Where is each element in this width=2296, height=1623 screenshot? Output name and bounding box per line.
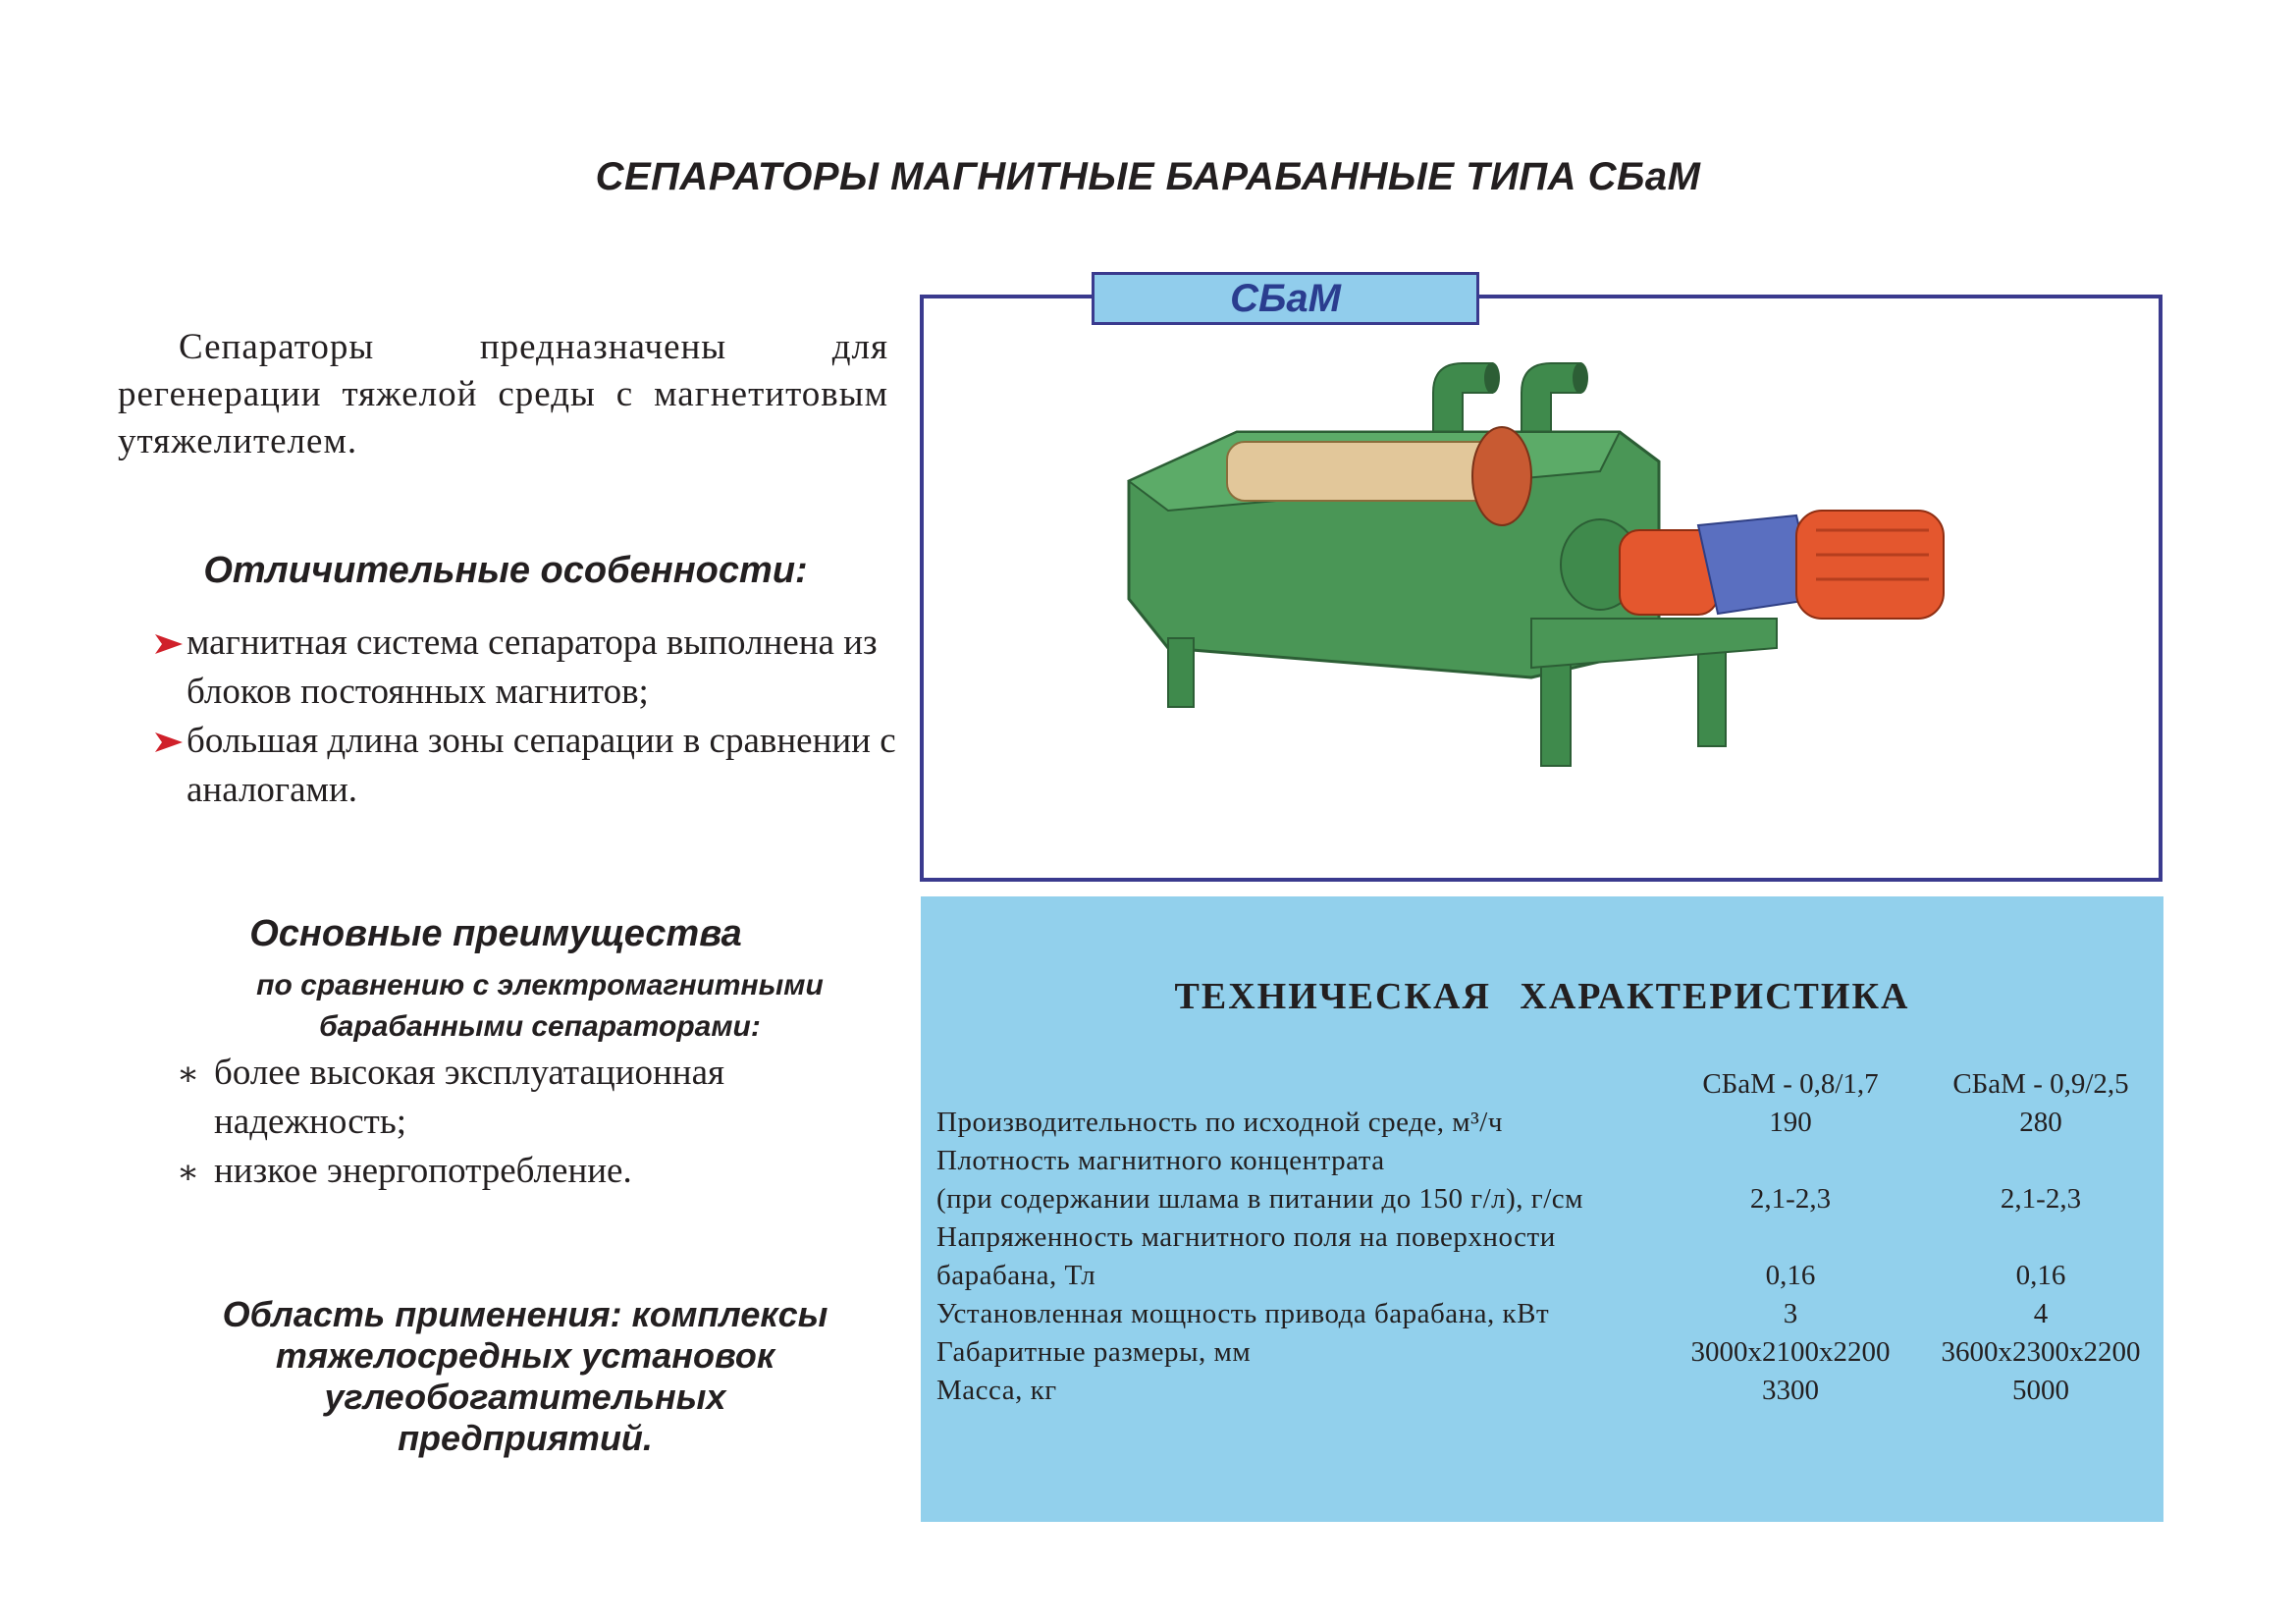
advantages-heading: Основные преимущества [249, 913, 742, 954]
advantage-text: низкое энергопотребление. [214, 1151, 632, 1191]
spec-table [936, 1065, 2163, 1410]
red-arrow-bullet-icon [155, 730, 183, 754]
table-row [936, 1257, 2163, 1295]
value-cell [1663, 1218, 1918, 1257]
value-cell [1663, 1142, 1918, 1180]
features-list [187, 619, 913, 815]
value-cell: 3600x2300x2200 [1941, 1336, 2141, 1368]
param-cell: Производительность по исходной среде, м³/ч [936, 1107, 1503, 1138]
value-cell: 4 [2033, 1298, 2049, 1329]
table-row [936, 1333, 2163, 1372]
spec-title: ТЕХНИЧЕСКАЯ ХАРАКТЕРИСТИКА [1174, 976, 1910, 1017]
table-row [936, 1104, 2163, 1142]
value-cell: 2,1-2,3 [2000, 1183, 2082, 1215]
asterisk-bullet-icon: ∗ [177, 1056, 200, 1093]
param-cell: Установленная мощность привода барабана, кВт [936, 1298, 1550, 1329]
value-cell: 5000 [2012, 1375, 2069, 1406]
list-item [187, 717, 913, 815]
table-row [936, 1295, 2163, 1333]
feature-text: магнитная система сепаратора выполнена из блоков постоянных магнитов; [187, 622, 878, 712]
intro-paragraph: Сепараторы предназначены для регенерации тяжелой среды с магнетитовым утяжелителем. [118, 327, 888, 461]
advantages-subheading: по сравнению с электромагнитными барабанными сепараторами: [256, 969, 824, 1043]
value-cell: 3 [1783, 1298, 1798, 1329]
table-header-row [936, 1065, 2163, 1104]
param-cell: барабана, Тл [936, 1260, 1096, 1291]
value-cell: 280 [2019, 1107, 2062, 1138]
application-area: Область применения: комплексы тяжелосредных установок углеобогатительных предприятий. [222, 1294, 828, 1458]
list-item [177, 1147, 923, 1196]
list-item [187, 619, 913, 717]
list-item [177, 1049, 923, 1147]
red-arrow-bullet-icon [155, 632, 183, 656]
spec-panel [921, 896, 2163, 1522]
features-heading: Отличительные особенности: [203, 550, 808, 591]
panel-label: СБаМ [1092, 272, 1479, 325]
feature-text: большая длина зоны сепарации в сравнении с аналогами. [187, 721, 896, 810]
value-cell [1918, 1218, 2163, 1257]
column-header: СБаМ - 0,9/2,5 [1952, 1068, 2129, 1100]
advantages-list [177, 1049, 923, 1196]
separator-machine-illustration [1109, 353, 1973, 776]
value-cell [1918, 1142, 2163, 1180]
column-header: СБаМ - 0,8/1,7 [1702, 1068, 1879, 1100]
param-cell: Габаритные размеры, мм [936, 1336, 1252, 1368]
param-cell: (при содержании шлама в питании до 150 г/л), г/см [936, 1183, 1583, 1215]
value-cell: 0,16 [2015, 1260, 2066, 1291]
table-row [936, 1218, 2163, 1257]
value-cell: 190 [1769, 1107, 1812, 1138]
param-cell: Масса, кг [936, 1375, 1057, 1406]
asterisk-bullet-icon: ∗ [177, 1155, 200, 1191]
value-cell: 2,1-2,3 [1749, 1183, 1832, 1215]
table-row [936, 1180, 2163, 1218]
table-row [936, 1142, 2163, 1180]
param-cell: Плотность магнитного концентрата [936, 1145, 1385, 1176]
value-cell: 3000x2100x2200 [1690, 1336, 1891, 1368]
value-cell: 3300 [1762, 1375, 1819, 1406]
param-cell: Напряженность магнитного поля на поверхности [936, 1221, 1556, 1253]
advantage-text: более высокая эксплуатационная надежность; [214, 1053, 725, 1142]
value-cell: 0,16 [1765, 1260, 1816, 1291]
page-title: СЕПАРАТОРЫ МАГНИТНЫЕ БАРАБАННЫЕ ТИПА СБаМ [595, 155, 1701, 198]
table-row [936, 1372, 2163, 1410]
